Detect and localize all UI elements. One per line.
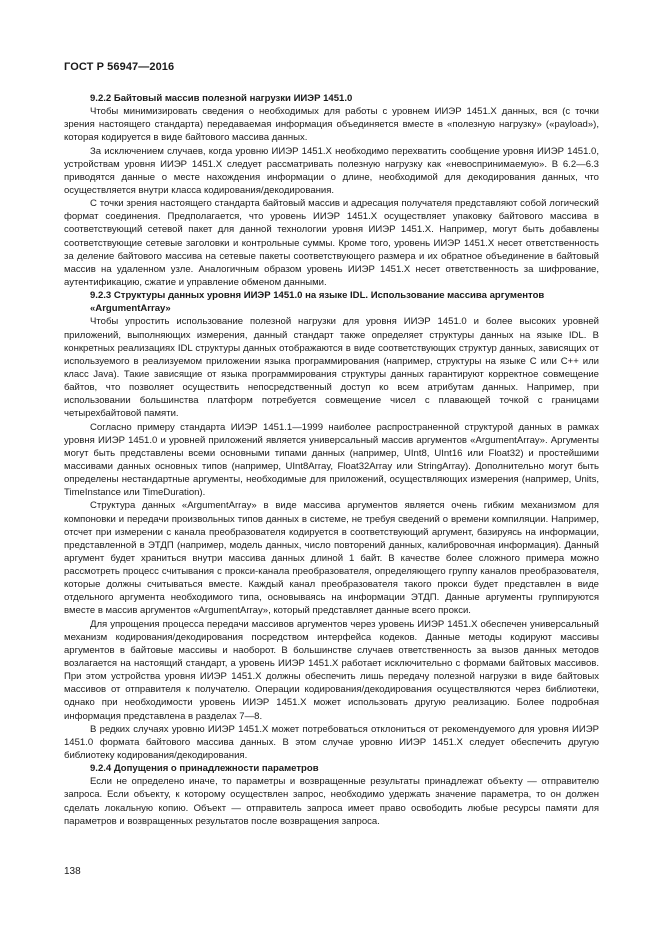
paragraph: Согласно примеру стандарта ИИЭР 1451.1—1999 наиболее распространенной структурой данных в рамках уровня ИИЭР 1451.0 и уровней приложений является универсальный массив аргументов «ArgumentArray». Аргументы могут быть представлены всеми основными типами данных (например, UInt8, UInt16 или Float32) и простейшими массивами данных основных типов (например, UInt8Array, Float32Array или StringArray). Дополнительно могут быть определены нестандартные аргументы, необходимые для приложений, осуществляющих измерения (например, Units, TimeInstance или TimeDuration).	[64, 421, 599, 499]
paragraph: Чтобы минимизировать сведения о необходимых для работы с уровнем ИИЭР 1451.X данных, вся (с точки зрения настоящего стандарта) передаваемая информация объединяется вместе в «полезную нагрузку» («payload»), которая кодируется в виде байтового массива данных.	[64, 106, 599, 144]
paragraph: С точки зрения настоящего стандарта байтовый массив и адресация получателя представляют собой логический формат соединения. Предполагается, что уровень ИИЭР 1451.X осуществляет упаковку байтового массива в соответствующий сетевой пакет для данной технологии уровня ИИЭР 1451.X. Например, могут быть добавлены соответствующие сетевые заголовки и контрольные суммы. Кроме того, уровень ИИЭР 1451.X несет ответственность за деление байтового массива на сетевые пакеты соответствующего размера и их обратное объединение в байтовый массив на удаленном узле. Аналогичным образом уровень ИИЭР 1451.X несет ответственность за шифрование, аутентификацию, сжатие и управление обменом данными.	[64, 198, 599, 288]
paragraph: Для упрощения процесса передачи массивов аргументов через уровень ИИЭР 1451.X обеспечен универсальный механизм кодирования/декодирования посредством интерфейса кодеков. Данные методы кодируют массивы аргументов в байтовые массивы и наоборот. В большинстве случаев ответственность за вызов данных методов возлагается на настоящий стандарт, а уровень ИИЭР 1451.X работает исключительно с формами байтовых массивов. При этом устройства уровня ИИЭР 1451.X должны обеспечить лишь передачу полезной нагрузки в виде байтовых массивов от отправителя к получателю. Операции кодирования/декодирования осуществляются через библиотеки, однако при необходимости уровень ИИЭР 1451.X может использовать другую реализацию. Более подробная информация представлена в разделах 7—8.	[64, 618, 599, 722]
standard-header: ГОСТ Р 56947—2016	[64, 61, 175, 73]
section-heading-9-2-3: 9.2.3 Структуры данных уровня ИИЭР 1451.0 на языке IDL. Использование массива аргументов «ArgumentArray»	[90, 290, 545, 315]
section-heading-9-2-2: 9.2.2 Байтовый массив полезной нагрузки ИИЭР 1451.0	[90, 93, 353, 104]
paragraph: Чтобы упростить использование полезной нагрузки для уровня ИИЭР 1451.0 и более высоких уровней приложений, выполняющих измерения, данный стандарт также определяет структуры данных на языке IDL. В конкретных реализациях IDL структуры данных отображаются в виде соответствующих структур данных, зависящих от используемого в реализуемом приложении языка программирования (например, структуры на языке C или C++ или класс Java). Такие зависящие от языка программирования структуры данных гарантируют корректное совмещение байтов, что позволяет осуществить непосредственный доступ ко всем атрибутам данных. Например, при использовании большинства платформ потребуется совмещение чисел с плавающей точкой с границами четырехбайтовой памяти.	[64, 316, 599, 420]
paragraph: Структура данных «ArgumentArray» в виде массива аргументов является очень гибким механизмом для компоновки и передачи произвольных типов данных в системе, не требуя сведений о времени компиляции. Например, отсчет при измерении с канала преобразователя кодируется в соответствующий аргумент, базируясь на информации, представленной в ЭТДП (например, модель данных, число повторений данных, калибровочная информация). Данный аргумент будет храниться внутри массива данных длиной 1 байт. В качестве более сложного примера можно рассмотреть процесс считывания с прокси-канала преобразователя, определяющего группу каналов преобразователя, которые должны считываться вместе. Каждый канал преобразователя такого прокси будет представлен в виде отдельного аргумента необходимого типа, основываясь на информации ЭТДП. Данные аргументы группируются вместе в массив аргументов «ArgumentArray», который представляет данные всего прокси.	[64, 500, 599, 617]
paragraph: В редких случаях уровню ИИЭР 1451.X может потребоваться отклониться от рекомендуемого для уровня ИИЭР 1451.0 формата байтового массива данных. В этом случае уровню ИИЭР 1451.X следует обеспечить другую библиотеку кодирования/декодирования.	[64, 723, 599, 762]
section-heading-9-2-4: 9.2.4 Допущения о принадлежности параметров	[90, 763, 319, 775]
page-number: 138	[64, 866, 81, 877]
paragraph: Если не определено иначе, то параметры и возвращенные результаты принадлежат объекту — отправителю запроса. Если объекту, к которому осуществлен запрос, необходимо удержать значение параметра, то он должен сделать локальную копию. Объект — отправитель запроса имеет право освободить любые ресурсы памяти для параметров и возвращенных результатов после возвращения запроса.	[64, 776, 599, 827]
paragraph: За исключением случаев, когда уровню ИИЭР 1451.X необходимо перехватить сообщение уровня ИИЭР 1451.0, устройствам уровня ИИЭР 1451.X следует рассматривать полезную нагрузку как «невоспринимаемую». В 6.2—6.3 приводятся данные о месте нахождения информации о длине, необходимой для декодирования данных, что осуществляется внутри класса кодирования/декодирования.	[64, 145, 599, 196]
body-text	[64, 92, 599, 828]
